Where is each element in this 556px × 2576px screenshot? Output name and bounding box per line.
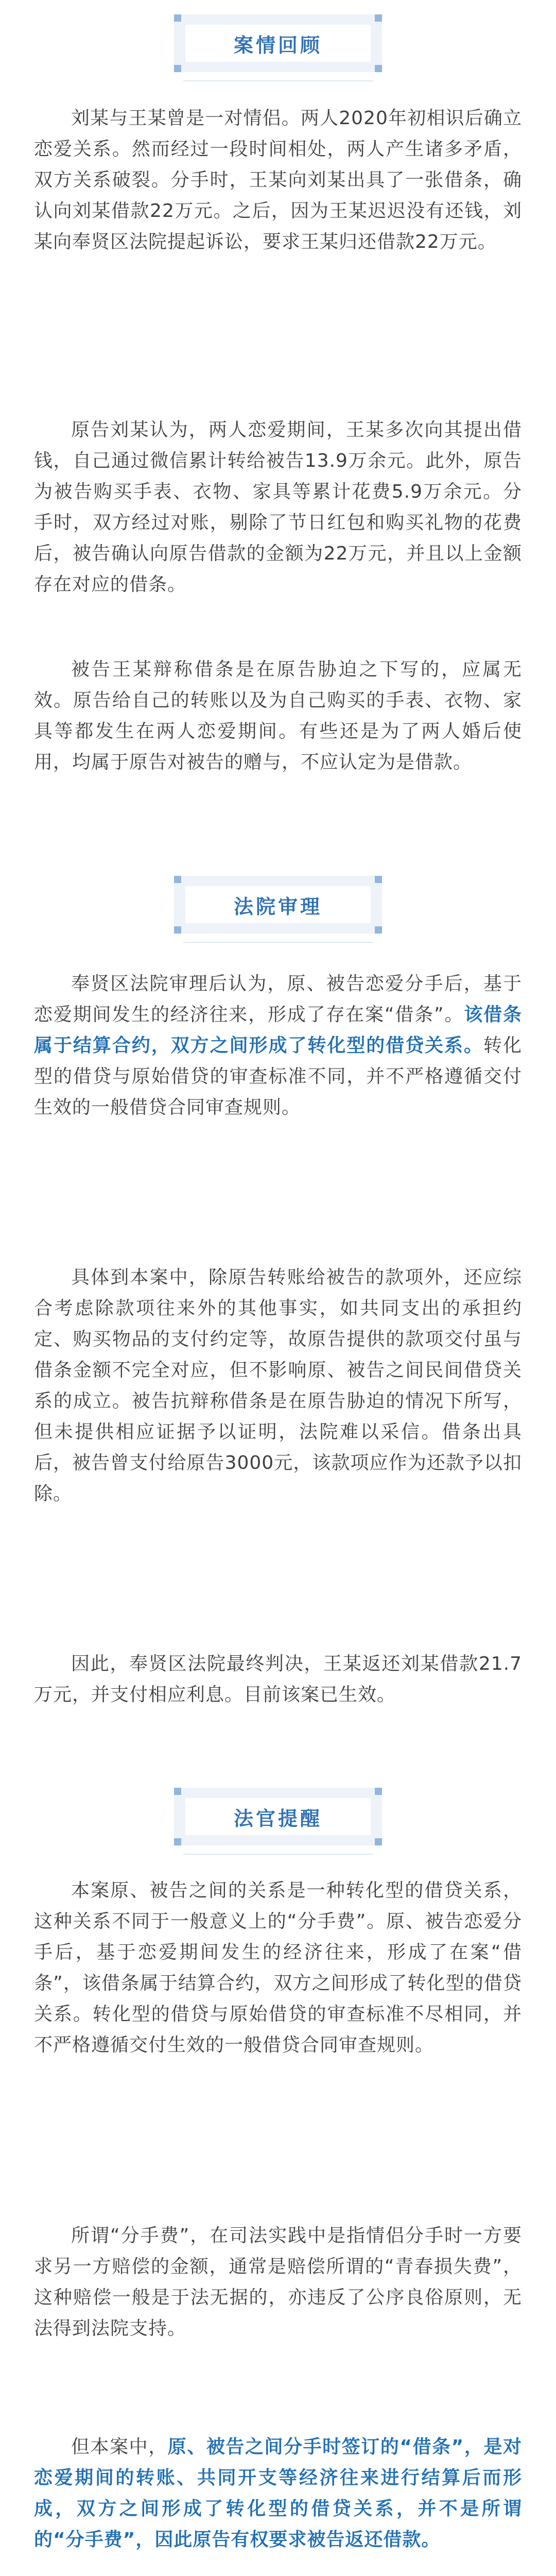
case-conclusion-highlight: 原、被告之间分手时签订的“借条”，是对恋爱期间的转账、共同开支等经济往来进行结算后而形成，双方之间形成了转化型的借贷关系，并不是所谓的“分手费”，因此原告有权要求被告返还借款。 [34, 2436, 522, 2550]
corner-decoration [174, 1838, 181, 1845]
corner-decoration [375, 14, 382, 22]
corner-decoration [174, 1788, 181, 1795]
section-header-court-trial [0, 876, 556, 948]
case-conclusion-text: 但本案中， [71, 2436, 168, 2458]
corner-decoration [375, 65, 382, 72]
divider [183, 80, 373, 81]
divider [183, 942, 373, 943]
corner-decoration [174, 926, 181, 934]
court-opinion-highlight: 该借条属于结算合约，双方之间形成了转化型的借贷关系。 [34, 1004, 522, 1056]
section-header-judge-tips [0, 1788, 556, 1860]
title-badge [174, 14, 382, 72]
section-title: 法官提醒 [233, 1807, 322, 1830]
paragraph-plaintiff-claim: 原告刘某认为，两人恋爱期间，王某多次向其提出借钱，自己通过微信累计转给被告13.9万余元。此外，原告为被告购买手表、衣物、家具等累计花费5.9万余元。分手时，双方经过对账，剔除了节日红包和购买礼物的花费后，被告确认向原告借款的金额为22万元，并且以上金额存在对应的借条。 [34, 419, 522, 595]
paragraph-case-analysis: 具体到本案中，除原告转账给被告的款项外，还应综合考虑除款项往来外的其他事实，如共同支出的承担约定、购买物品的支付约定等，故原告提供的款项交付虽与借条金额不完全对应，但不影响原、被告之间民间借贷关系的成立。被告抗辩称借条是在原告胁迫的情况下所写，但未提供相应证据予以证明，法院难以采信。借条出具后，被告曾支付给原告3000元，该款项应作为还款予以扣除。 [34, 1267, 522, 1504]
section-title: 案情回顾 [233, 33, 322, 57]
court-opinion-text-end: 转化型的借贷与原始借贷的审查标准不同，并不严格遵循交付生效的一般借贷合同审查规则。 [34, 1035, 522, 1118]
corner-decoration [375, 1788, 382, 1795]
paragraph-judgment: 因此，奉贤区法院最终判决，王某返还刘某借款21.7万元，并支付相应利息。目前该案已生效。 [34, 1653, 522, 1705]
paragraph-court-opinion [34, 969, 522, 1123]
paragraph-case-background: 刘某与王某曾是一对情侣。两人2020年初相识后确立恋爱关系。然而经过一段时间相处，两人产生诸多矛盾，双方关系破裂。分手时，王某向刘某出具了一张借条，确认向刘某借款22万元。之后，因为王某迟迟没有还钱，刘某向奉贤区法院提起诉讼，要求王某归还借款22万元。 [34, 108, 522, 252]
title-badge-inner [185, 886, 371, 923]
paragraph-defendant-defense: 被告王某辩称借条是在原告胁迫之下写的，应属无效。原告给自己的转账以及为自己购买的手表、衣物、家具等都发生在两人恋爱期间。有些还是为了两人婚后使用，均属于原告对被告的赠与，不应认定为是借款。 [34, 659, 522, 773]
corner-decoration [375, 876, 382, 883]
title-badge-inner [185, 1798, 371, 1835]
section-title: 法院审理 [233, 895, 322, 918]
title-badge [174, 1788, 382, 1845]
corner-decoration [375, 1838, 382, 1845]
paragraph-relationship-type: 本案原、被告之间的关系是一种转化型的借贷关系，这种关系不同于一般意义上的“分手费”。原、被告恋爱分手后，基于恋爱期间发生的经济往来，形成了在案“借条”，该借条属于结算合约，双方之间形成了转化型的借贷关系。转化型的借贷与原始借贷的审查标准不尽相同，并不严格遵循交付生效的一般借贷合同审查规则。 [34, 1880, 522, 2056]
section-header-case-review [0, 14, 556, 87]
corner-decoration [174, 876, 181, 883]
corner-decoration [174, 65, 181, 72]
corner-decoration [174, 14, 181, 22]
title-badge-inner [185, 25, 371, 62]
paragraph-breakup-fee: 所谓“分手费”，在司法实践中是指情侣分手时一方要求另一方赔偿的金额，通常是赔偿所谓的“青春损失费”，这种赔偿一般是于法无据的，亦违反了公序良俗原则，无法得到法院支持。 [34, 2225, 522, 2339]
court-opinion-text: 奉贤区法院审理后认为，原、被告恋爱分手后，基于恋爱期间发生的经济往来，形成了存在案“借条”。 [34, 973, 522, 1025]
paragraph-case-conclusion [34, 2432, 522, 2555]
corner-decoration [375, 926, 382, 934]
divider [183, 1854, 373, 1855]
title-badge [174, 876, 382, 934]
